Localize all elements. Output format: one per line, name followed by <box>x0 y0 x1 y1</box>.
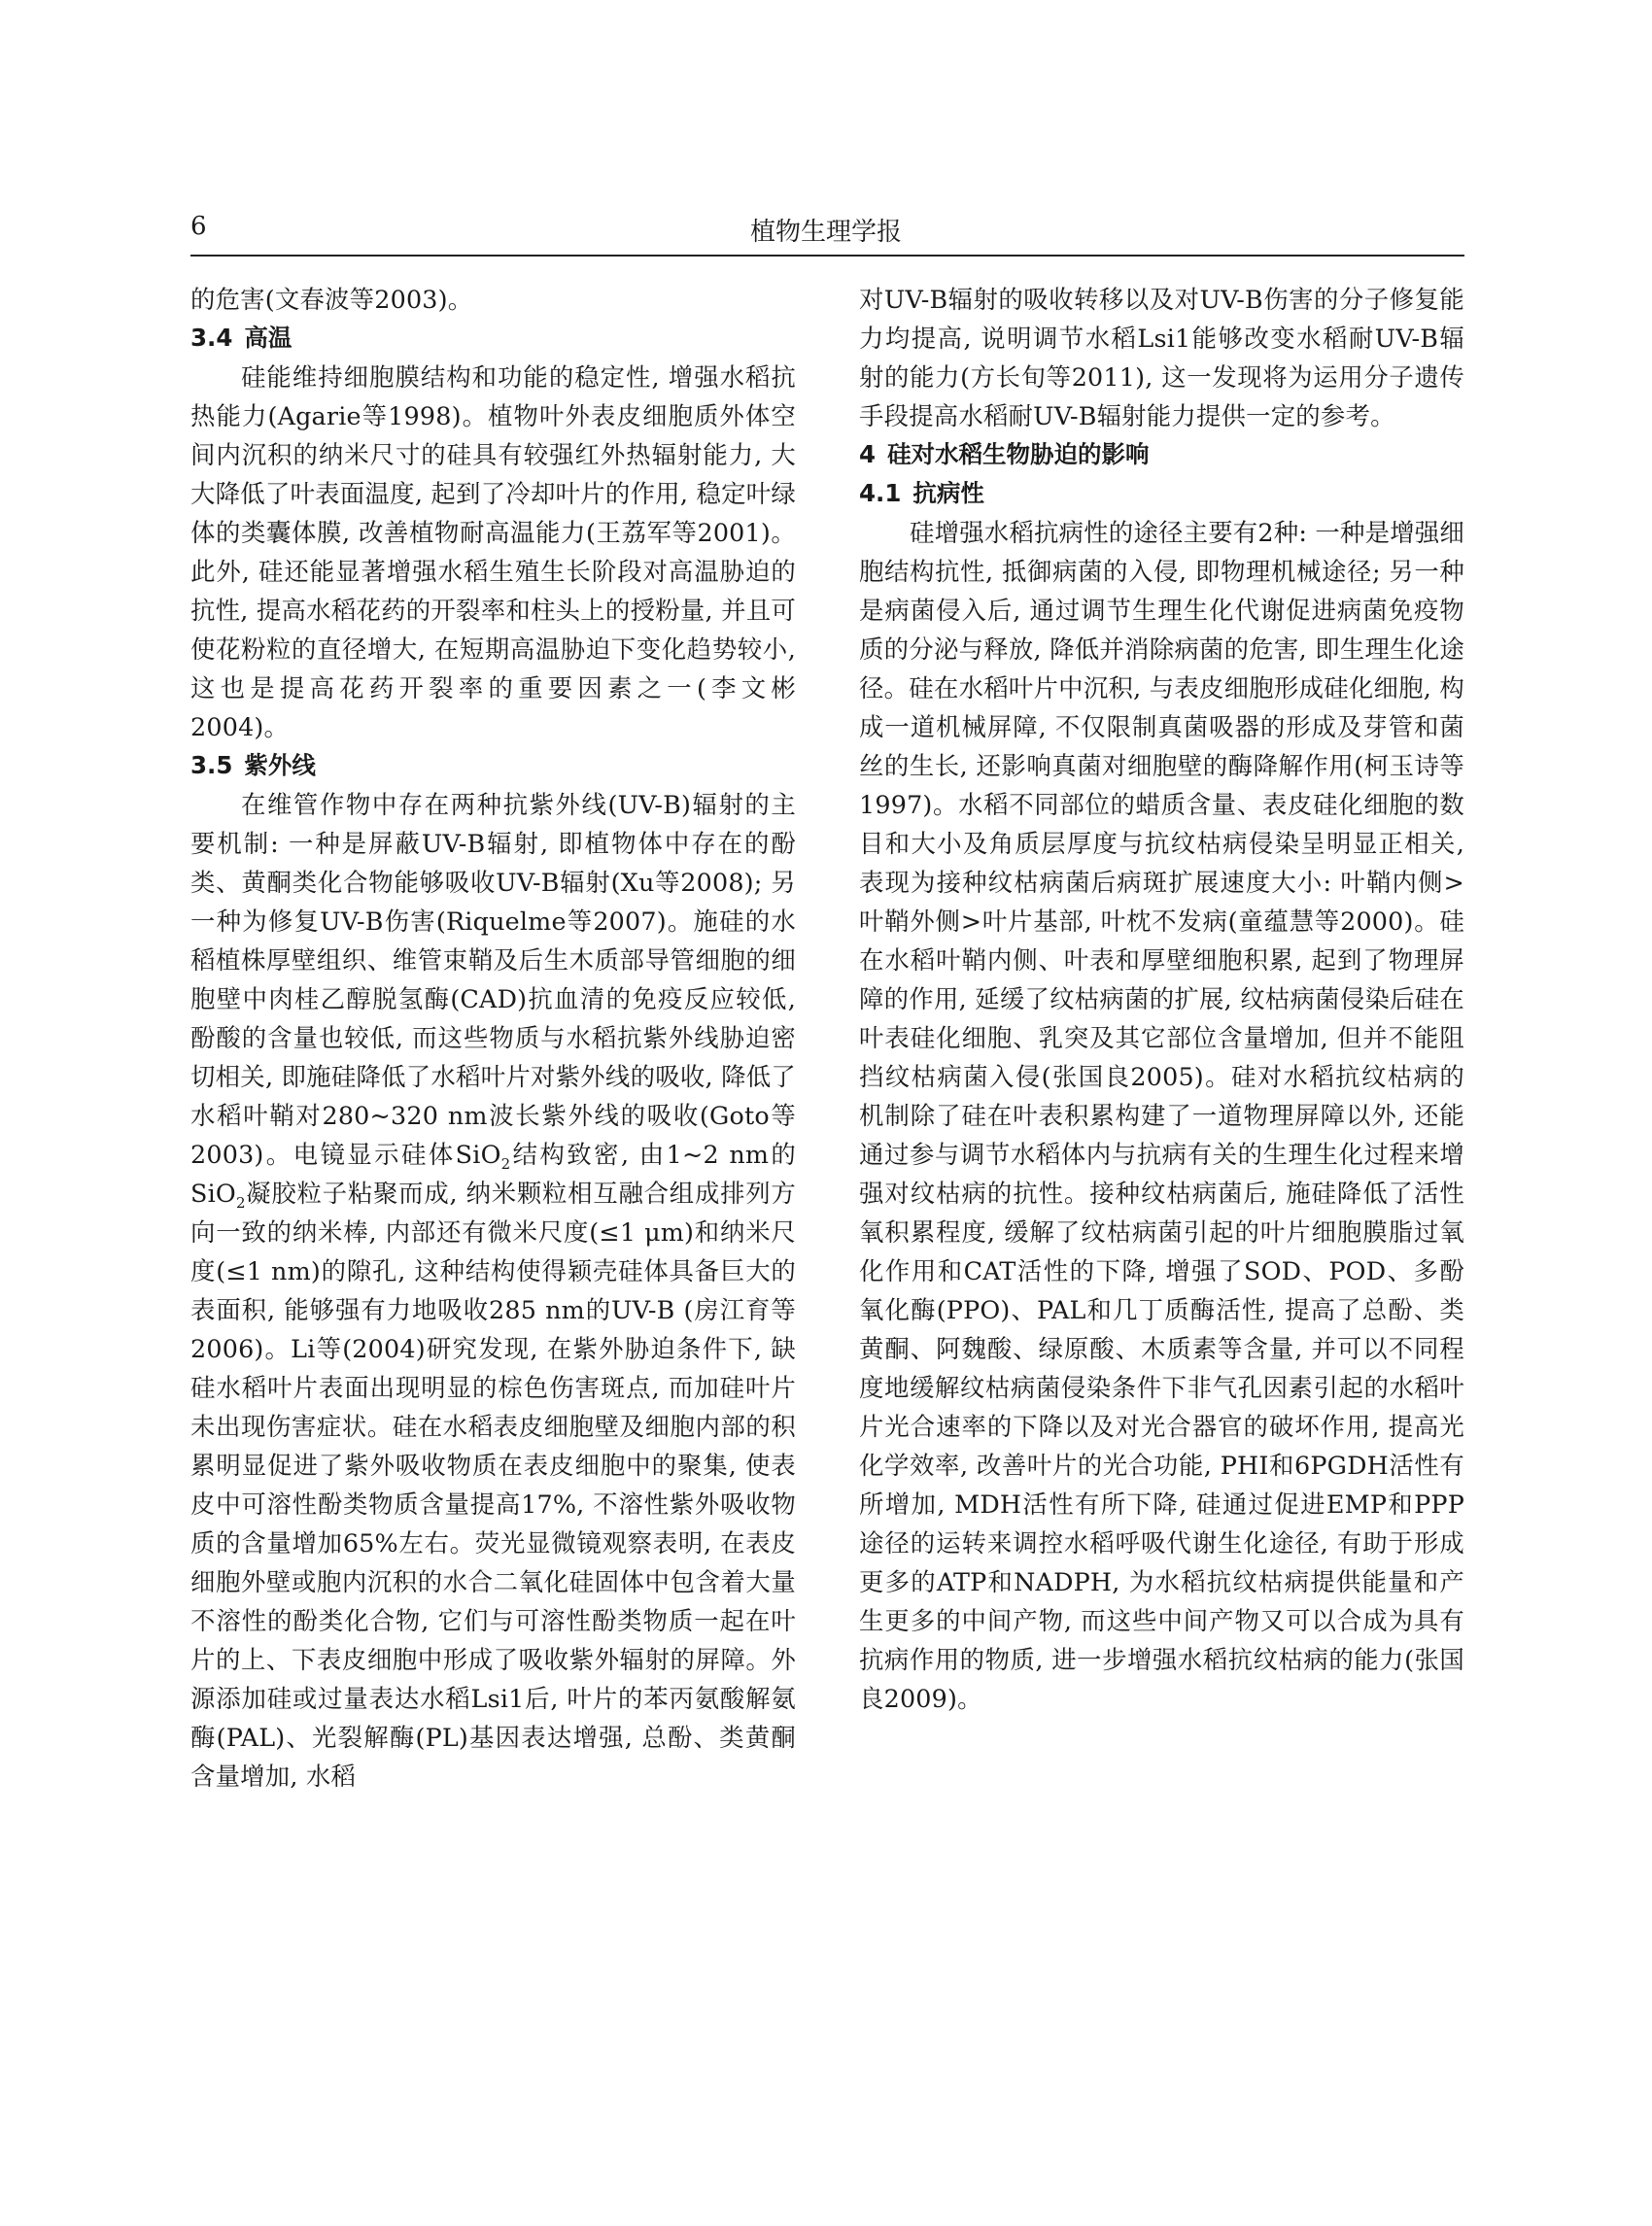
section-heading-3-5 <box>190 746 796 785</box>
paragraph-high-temperature: 硅能维持细胞膜结构和功能的稳定性, 增强水稻抗热能力(Agarie等1998)。植物叶外表皮细胞质外体空间内沉积的纳米尺寸的硅具有较强红外热辐射能力, 大大降低了叶表面温度, 起到了冷却叶片的作用, 稳定叶绿体的类囊体膜, 改善植物耐高温能力(王荔军等2001)。此外, 硅还能显著增强水稻生殖生长阶段对高温胁迫的抗性, 提高水稻花药的开裂率和柱头上的授粉量, 并且可使花粉粒的直径增大, 在短期高温胁迫下变化趋势较小, 这也是提高花药开裂率的重要因素之一(李文彬2004)。 <box>190 362 796 741</box>
text-run: 在维管作物中存在两种抗紫外线(UV-B)辐射的主要机制: 一种是屏蔽UV-B辐射, 即植物体中存在的酚类、黄酮类化合物能够吸收UV-B辐射(Xu等2008); 另一种为修复UV-B伤害(Riquelme等2007)。施硅的水稻植株厚壁组织、维管束鞘及后生木质部导管细胞的细胞壁中肉桂乙醇脱氢酶(CAD)抗血清的免疫反应较低, 酚酸的含量也较低, 而这些物质与水稻抗紫外线胁迫密切相关, 即施硅降低了水稻叶片对紫外线的吸收, 降低了水稻叶鞘对280~320 nm波长紫外线的吸收(Goto等2003)。电镜显示硅体SiO <box>190 790 796 1169</box>
paragraph-continuation: 对UV-B辐射的吸收转移以及对UV-B伤害的分子修复能力均提高, 说明调节水稻Lsi1能够改变水稻耐UV-B辐射的能力(方长旬等2011), 这一发现将为运用分子遗传手段提高水稻耐UV-B辐射能力提供一定的参考。 <box>859 285 1464 430</box>
section-heading-4 <box>859 435 1464 474</box>
section-title: 紫外线 <box>244 751 316 779</box>
right-column <box>859 280 1464 1718</box>
paragraph-disease-resistance: 硅增强水稻抗病性的途径主要有2种: 一种是增强细胞结构抗性, 抵御病菌的入侵, 即物理机械途径; 另一种是病菌侵入后, 通过调节生理生化代谢促进病菌免疫物质的分泌与释放, 降低并消除病菌的危害, 即生理生化途径。硅在水稻叶片中沉积, 与表皮细胞形成硅化细胞, 构成一道机械屏障, 不仅限制真菌吸器的形成及芽管和菌丝的生长, 还影响真菌对细胞壁的酶降解作用(柯玉诗等1997)。水稻不同部位的蜡质含量、表皮硅化细胞的数目和大小及角质层厚度与抗纹枯病侵染呈明显正相关, 表现为接种纹枯病菌后病斑扩展速度大小: 叶鞘内侧>叶鞘外侧>叶片基部, 叶枕不发病(童蕴慧等2000)。硅在水稻叶鞘内侧、叶表和厚壁细胞积累, 起到了物理屏障的作用, 延缓了纹枯病菌的扩展, 纹枯病菌侵染后硅在叶表硅化细胞、乳突及其它部位含量增加, 但并不能阻挡纹枯病菌入侵(张国良2005)。硅对水稻抗纹枯病的机制除了硅在叶表积累构建了一道物理屏障以外, 还能通过参与调节水稻体内与抗病有关的生理生化过程来增强对纹枯病的抗性。接种纹枯病菌后, 施硅降低了活性氧积累程度, 缓解了纹枯病菌引起的叶片细胞膜脂过氧化作用和CAT活性的下降, 增强了SOD、POD、多酚氧化酶(PPO)、PAL和几丁质酶活性, 提高了总酚、类黄酮、阿魏酸、绿原酸、木质素等含量, 并可以不同程度地缓解纹枯病菌侵染条件下非气孔因素引起的水稻叶片光合速率的下降以及对光合器官的破坏作用, 提高光化学效率, 改善叶片的光合功能, PHI和6PGDH活性有所增加, MDH活性有所下降, 硅通过促进EMP和PPP途径的运转来调控水稻呼吸代谢生化途径, 有助于形成更多的ATP和NADPH, 为水稻抗纹枯病提供能量和产生更多的中间产物, 而这些中间产物又可以合成为具有抗病作用的物质, 进一步增强水稻抗纹枯病的能力(张国良2009)。 <box>859 518 1464 1713</box>
section-number: 3.5 <box>190 751 233 779</box>
section-title: 高温 <box>244 324 293 352</box>
section-heading-4-1 <box>859 474 1464 513</box>
paragraph-continuation: 的危害(文春波等2003)。 <box>190 285 473 314</box>
subscript: 2 <box>500 1155 511 1174</box>
running-header-journal-title: 植物生理学报 <box>749 218 902 247</box>
paragraph-ultraviolet <box>190 785 796 1796</box>
header-rule <box>190 255 1464 257</box>
section-title: 抗病性 <box>912 479 984 507</box>
section-number: 4 <box>859 440 877 468</box>
section-heading-3-4 <box>190 319 796 358</box>
text-run: 结构致密, 由1~2 nm的SiO <box>190 1140 796 1208</box>
text-run: 凝胶粒子粘聚而成, 纳米颗粒相互融合组成排列方向一致的纳米棒, 内部还有微米尺度(≤1 μm)和纳米尺度(≤1 nm)的隙孔, 这种结构使得颖壳硅体具备巨大的表面积, 能够强有力地吸收285 nm的UV-B (房江育等2006)。Li等(2004)研究发现, 在紫外胁迫条件下, 缺硅水稻叶片表面出现明显的棕色伤害斑点, 而加硅叶片未出现伤害症状。硅在水稻表皮细胞壁及细胞内部的积累明显促进了紫外吸收物质在表皮细胞中的聚集, 使表皮中可溶性酚类物质含量提高17%, 不溶性紫外吸收物质的含量增加65%左右。荧光显微镜观察表明, 在表皮细胞外壁或胞内沉积的水合二氧化硅固体中包含着大量不溶性的酚类化合物, 它们与可溶性酚类物质一起在叶片的上、下表皮细胞中形成了吸收紫外辐射的屏障。外源添加硅或过量表达水稻Lsi1后, 叶片的苯丙氨酸解氨酶(PAL)、光裂解酶(PL)基因表达增强, 总酚、类黄酮含量增加, 水稻 <box>190 1179 796 1791</box>
section-number: 3.4 <box>190 324 233 352</box>
section-title: 硅对水稻生物胁迫的影响 <box>887 440 1150 468</box>
subscript: 2 <box>235 1194 246 1213</box>
left-column <box>190 280 796 1796</box>
page-number: 6 <box>190 212 207 241</box>
section-number: 4.1 <box>859 479 902 507</box>
